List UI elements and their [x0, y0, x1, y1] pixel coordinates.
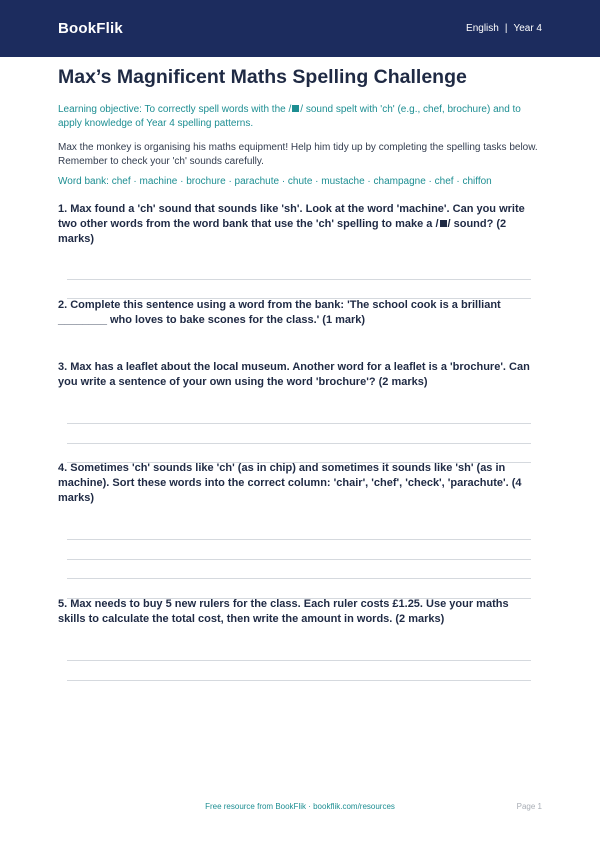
intro-paragraph: Max the monkey is organising his maths equipment! Help him tidy up by completing the spelling tasks below. Remember to check your 'ch' sounds carefully. [58, 142, 538, 167]
page-number: Page 1 [516, 802, 542, 811]
answer-line[interactable] [67, 559, 531, 560]
question-4: 4. Sometimes 'ch' sounds like 'ch' (as in chip) and sometimes it sounds like 'sh' (as in machine). Sort these words into the correct column: 'chair', 'chef', 'check', 'parachute'. (4 marks) [58, 462, 522, 504]
meta-separator: | [504, 23, 508, 34]
answer-line[interactable] [67, 578, 531, 579]
question-5: 5. Max needs to buy 5 new rulers for the class. Each ruler costs £1.25. Use your maths skills to calculate the total cost, then write the amount in words. (2 marks) [58, 598, 509, 625]
subject-year [466, 23, 542, 34]
objective-text-start: Learning objective: To correctly spell words with the / [58, 104, 292, 115]
phoneme-symbol-icon [440, 220, 447, 227]
answer-line[interactable] [67, 660, 531, 661]
subject-label: English [466, 23, 499, 34]
site-header [0, 0, 600, 57]
answer-line[interactable] [67, 680, 531, 681]
brand-logo[interactable]: BookFlik [58, 20, 123, 37]
question-1 [58, 202, 538, 247]
answer-line[interactable] [67, 279, 531, 280]
worksheet-intro [58, 66, 543, 189]
objective-text-end: / sound spelt with 'ch' (e.g., chef, brochure) and to apply knowledge of Year 4 spelling patterns. [58, 104, 521, 129]
answer-line[interactable] [67, 423, 531, 424]
footer-resource-link[interactable]: Free resource from BookFlik · bookflik.com/resources [205, 802, 395, 811]
answer-line[interactable] [67, 443, 531, 444]
worksheet-title: Max’s Magnificent Maths Spelling Challenge [58, 66, 467, 88]
phoneme-symbol-icon [292, 105, 299, 112]
year-label: Year 4 [513, 23, 542, 34]
answer-line[interactable] [67, 539, 531, 540]
question-2: 2. Complete this sentence using a word from the bank: 'The school cook is a brilliant ________ who loves to bake scones for the class.' (1 mark) [58, 299, 501, 326]
question-1-text-end: / sound? (2 marks) [58, 218, 507, 245]
question-1-text-start: 1. Max found a 'ch' sound that sounds like 'sh'. Look at the word 'machine'. Can you write two other words from the word bank that use the 'ch' spelling to make a / [58, 203, 525, 230]
word-bank: Word bank: chef · machine · brochure · parachute · chute · mustache · champagne · chef · chiffon [58, 176, 492, 187]
question-3: 3. Max has a leaflet about the local museum. Another word for a leaflet is a 'brochure'. Can you write a sentence of your own using the word 'brochure'? (2 marks) [58, 361, 530, 388]
learning-objective [58, 103, 543, 131]
